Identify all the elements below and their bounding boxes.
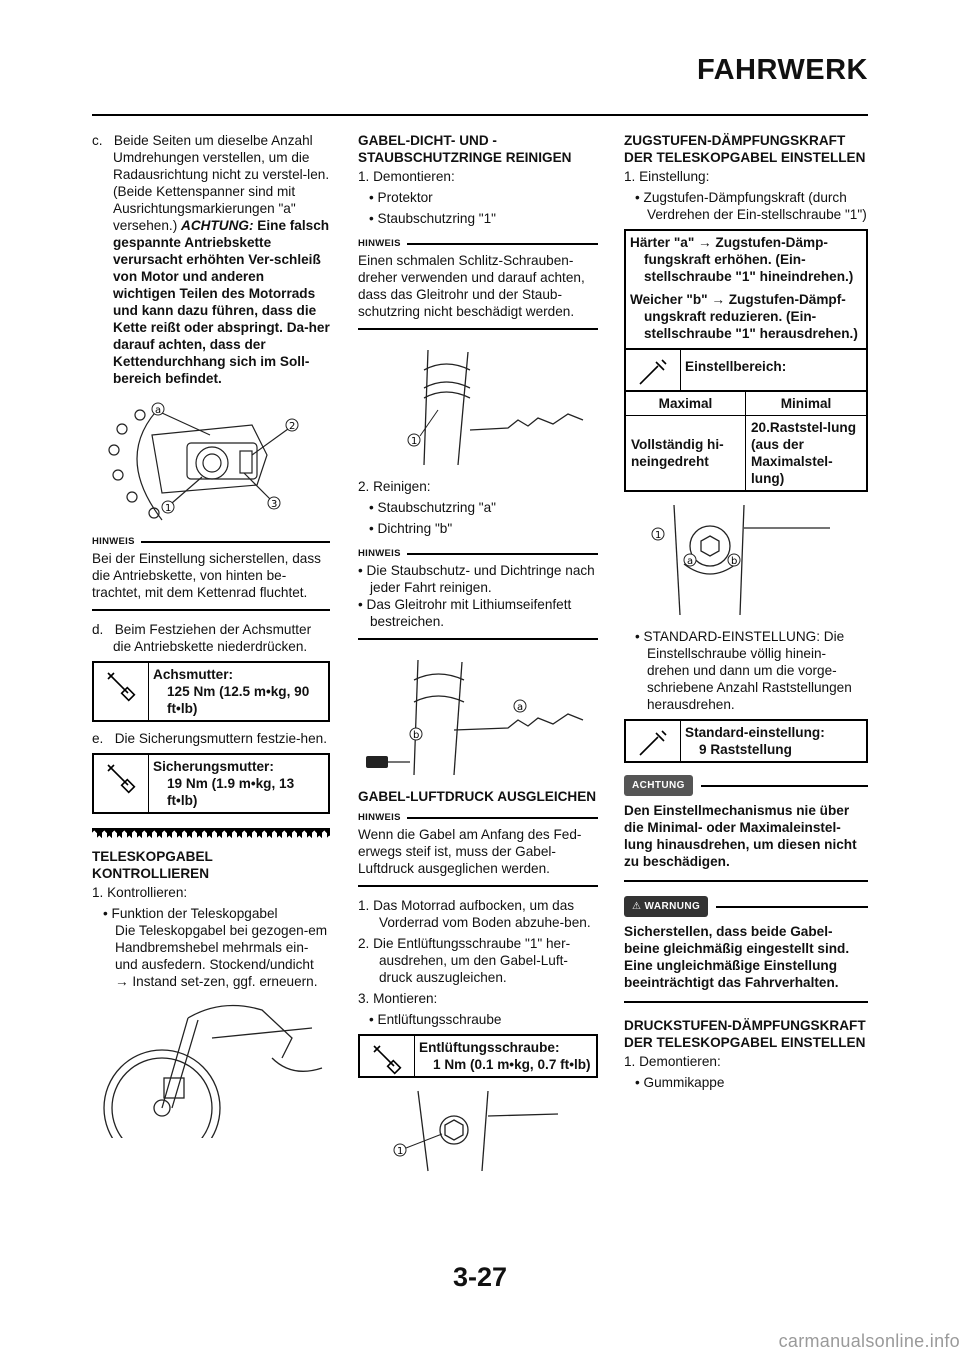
warnung-text: Sicherstellen, dass beide Gabel-beine gleichmäßig eingestellt sind. Eine ungleichmäßige Einstellung beeinträchtigt das Fahrverhalten. (624, 923, 868, 1003)
seal-detail-illustration (358, 650, 598, 780)
hinweis-note-2 (358, 235, 598, 330)
bullet-bleed-screw: • Entlüftungsschraube (369, 1012, 502, 1027)
bullet-rebound-damping: • Zugstufen-Dämpfungskraft (durch Verdrehen der Ein-stellschraube "1") (635, 190, 867, 222)
bullet-standard-setting: • STANDARD-EINSTELLUNG: Die Einstellschraube völlig hinein-drehen und dann um die vorge-schriebene Anzahl Raststellungen herausdrehen. (635, 629, 852, 712)
chain-adjuster-illustration (92, 395, 330, 525)
column-2 (358, 132, 598, 1184)
bullet-oil-seal-b: • Dichtring "b" (369, 521, 453, 536)
spec-title: Entlüftungsschraube: (419, 1040, 560, 1055)
torque-wrench-icon (94, 663, 149, 720)
hardness-info-box (624, 229, 868, 350)
bullet-dust-seal: • Staubschutzring "1" (369, 211, 497, 226)
step-d: d. Beim Festziehen der Achsmutter die Antriebskette niederdrücken. (92, 622, 312, 654)
step-2-screw: 2. Die Entlüftungsschraube "1" her-ausdrehen, um den Gabel-Luft-druck auszugleichen. (358, 936, 571, 985)
bullet-protector: • Protektor (369, 190, 433, 205)
bullet-rubber-cap: • Gummikappe (635, 1075, 725, 1090)
achtung-badge: ACHTUNG (624, 775, 693, 796)
adjust-tool-icon (626, 350, 681, 390)
page-number: 3-27 (452, 1262, 508, 1292)
achtung-text: Den Einstellmechanismus nie über die Minimal- oder Maximaleinstel-lung hinausdrehen, um diesen nicht zu beschädigen. (624, 802, 868, 882)
chain-warning-text: Eine falsch gespannte Antriebskette verursacht erhöhten Ver-schleiß von Motor und anderen wichtigen Teilen des Motorrads und kann dazu führen, dass die Kette reißt oder abspringt. Da-her darauf achten, dass der Kettendurchhang sich im Soll-bereich befindet. (113, 218, 330, 386)
section-heading-rebound: ZUGSTUFEN-DÄMPFUNGSKRAFT DER TELESKOPGABEL EINSTELLEN (624, 133, 866, 165)
spec-box-axle-nut (92, 661, 330, 722)
hinweis-note-3 (358, 545, 598, 640)
step-1: 1. Demontieren: (624, 1054, 721, 1069)
fig5-label-1: 1 (655, 530, 662, 541)
step-1-lift: 1. Das Motorrad aufbocken, um das Vorderrad vom Boden abzuhe-ben. (358, 898, 591, 930)
achtung-label (624, 775, 868, 796)
range-table (624, 392, 868, 492)
hinweis-label: HINWEIS (92, 533, 330, 550)
fig5-label-a: a (687, 556, 694, 567)
step-1: 1. Demontieren: (358, 169, 455, 184)
fig2-label-1: 1 (411, 436, 418, 447)
spec-title: Standard-einstellung: (685, 725, 825, 740)
table-header-max: Maximal (626, 392, 746, 416)
spec-box-lock-nut (92, 753, 330, 814)
section-heading-compression: DRUCKSTUFEN-DÄMPFUNGSKRAFT DER TELESKOPGABEL EINSTELLEN (624, 1018, 866, 1050)
table-cell-max: Vollständig hi-neingedreht (626, 416, 746, 490)
rebound-adjuster-illustration (624, 500, 868, 620)
harder-text: Härter "a" → Zugstufen-Dämp-fungskraft erhöhen. (Ein-stellschraube "1" hineindrehen.) (630, 235, 854, 284)
section-heading-air-pressure: GABEL-LUFTDRUCK AUSGLEICHEN (358, 789, 597, 804)
hinweis-text: Einen schmalen Schlitz-Schrauben-dreher verwenden und darauf achten, dass das Gleitrohr und der Staub-schutzring nicht beschädigt werden. (358, 253, 585, 319)
hinweis-item: • Das Gleitrohr mit Lithiumseifenfett bestreichen. (358, 597, 572, 629)
achtung-inline-label: ACHTUNG: (181, 218, 254, 233)
spec-value: 19 Nm (1.9 m•kg, 13 ft•lb) (167, 776, 295, 808)
warning-triangle-icon: ⚠ (632, 901, 645, 912)
step-1: 1. Kontrollieren: (92, 885, 188, 900)
step-e: e. Die Sicherungsmuttern festzie-hen. (92, 731, 328, 746)
spec-value: 1 Nm (0.1 m•kg, 0.7 ft•lb) (433, 1057, 591, 1072)
dust-seal-illustration (358, 340, 598, 470)
hinweis-text: Wenn die Gabel am Anfang des Fed-erwegs steif ist, muss der Gabel-Luftdruck ausgeglichen werden. (358, 827, 582, 876)
torque-wrench-icon (94, 755, 149, 812)
spec-value: 9 Raststellung (699, 742, 792, 757)
fig1-label-1: 1 (165, 503, 172, 514)
column-1 (92, 132, 330, 1146)
warnung-label (624, 896, 868, 917)
section-heading-seal-clean: GABEL-DICHT- UND -STAUBSCHUTZRINGE REINIGEN (358, 133, 572, 165)
torque-wrench-icon (360, 1036, 415, 1076)
fig1-label-2: 2 (289, 421, 296, 432)
fig5-label-b: b (731, 556, 738, 567)
front-fork-illustration (92, 998, 330, 1138)
softer-text: Weicher "b" → Zugstufen-Dämpf-ungskraft reduzieren. (Ein-stellschraube "1" herausdrehen.) (630, 292, 858, 341)
range-title: Einstellbereich: (685, 359, 787, 374)
spec-box-bleed-screw (358, 1034, 598, 1078)
fig1-label-a: a (155, 405, 162, 416)
step-c: c. Beide Seiten um dieselbe Anzahl Umdrehungen verstellen, um die Radausrichtung nicht zu verstel-len. (Beide Kettenspanner sind mit Ausrichtungsmarkierungen "a" versehen.) ACHTUNG: Eine falsch gespannte Antriebskette verursacht erhöhten Ver-schleiß von Motor und anderen wichtigen Teilen des Motorrads und kann dazu führen, dass die Kette reißt oder abspringt. Da-her darauf achten, dass der Kettendurchhang sich im Soll-bereich befindet. (92, 133, 330, 386)
header-rule (92, 114, 868, 116)
spec-title: Sicherungsmutter: (153, 759, 274, 774)
hinweis-label: HINWEIS (358, 545, 598, 562)
hinweis-note-1 (92, 533, 330, 611)
bullet-dust-seal-a: • Staubschutzring "a" (369, 500, 497, 515)
table-header-min: Minimal (746, 392, 866, 416)
bleed-screw-illustration (358, 1086, 598, 1176)
hinweis-note-4 (358, 809, 598, 887)
column-3 (624, 132, 868, 1095)
hinweis-label: HINWEIS (358, 235, 598, 252)
fig1-label-3: 3 (271, 499, 278, 510)
step-3-install: 3. Montieren: (358, 991, 438, 1006)
page-title: FAHRWERK (696, 54, 868, 86)
footer-watermark: carmanualsonline.info (778, 1331, 960, 1351)
bullet-fork-function: • Funktion der Teleskopgabel Die Teleskopgabel bei gezogen-em Handbremshebel mehrmals ein- und ausfedern. Stockend/undicht → Instand set-zen, ggf. erneuern. (103, 906, 328, 989)
step-2: 2. Reinigen: (358, 479, 431, 494)
hinweis-item: • Die Staubschutz- und Dichtringe nach jeder Fahrt reinigen. (358, 563, 595, 595)
hinweis-text: Bei der Einstellung sicherstellen, dass die Antriebskette, von hinten be-trachtet, mit dem Kettenrad fluchtet. (92, 551, 321, 600)
spec-box-standard (624, 719, 868, 763)
section-end-triangles (92, 828, 330, 838)
step-1: 1. Einstellung: (624, 169, 710, 184)
fig4-label-1: 1 (397, 1146, 404, 1157)
warnung-badge: ⚠ WARNUNG (624, 896, 708, 917)
section-heading-fork-check: TELESKOPGABEL KONTROLLIEREN (92, 849, 213, 881)
hinweis-label: HINWEIS (358, 809, 598, 826)
adjust-tool-icon (626, 721, 681, 761)
spec-title: Achsmutter: (153, 667, 234, 682)
fig3-label-a: a (517, 702, 524, 713)
spec-value: 125 Nm (12.5 m•kg, 90 ft•lb) (167, 684, 310, 716)
fig3-label-b: b (413, 730, 420, 741)
adjust-range-box (624, 350, 868, 392)
table-cell-min: 20.Raststel-lung (aus der Maximalstel-lung) (751, 420, 856, 486)
